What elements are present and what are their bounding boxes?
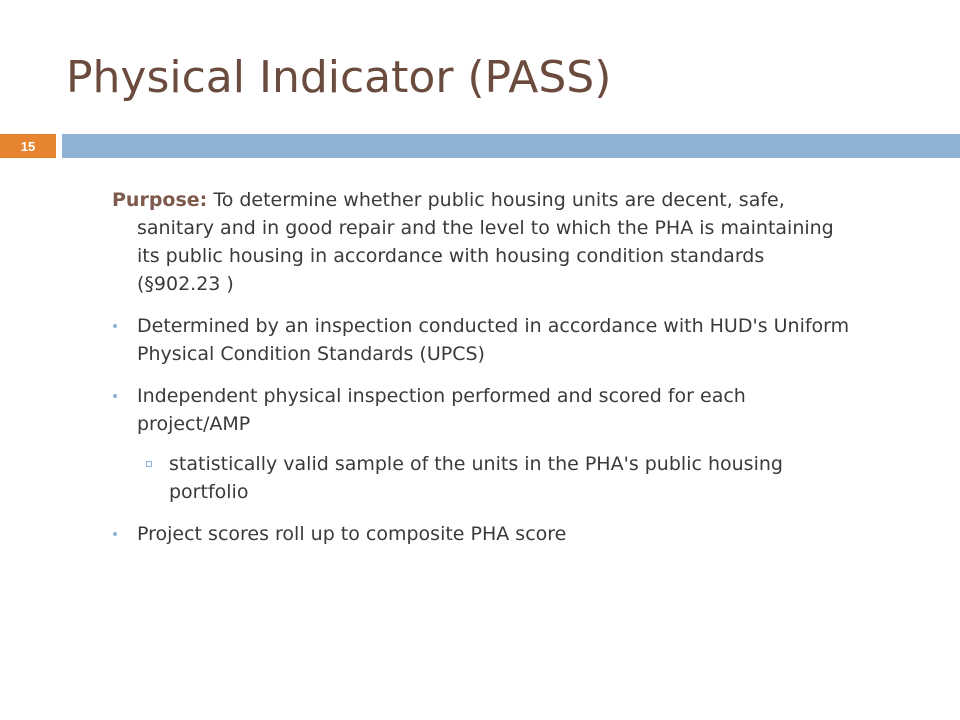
purpose-paragraph [112,186,852,298]
bullet-text: Determined by an inspection conducted in accordance with HUD's Uniform Physical Condition Standards (UPCS) [137,315,850,365]
bullet-text: Independent physical inspection performed and scored for each project/AMP [137,385,746,435]
bullet-text: Project scores roll up to composite PHA score [137,523,567,545]
slide-body [112,186,852,562]
bullet-item [112,520,852,548]
bullet-item [112,382,852,438]
page-number-badge [0,134,56,158]
title-divider-bar [62,134,960,158]
slide-title: Physical Indicator (PASS) [66,52,612,103]
purpose-label: Purpose: [112,189,208,211]
sub-bullet-text: statistically valid sample of the units in the PHA's public housing portfolio [169,453,783,503]
purpose-text: To determine whether public housing units are decent, safe, sanitary and in good repair and the level to which the PHA is maintaining its public housing in accordance with housing condition standards (§902.23 ) [137,189,834,295]
sub-bullet-item [112,450,852,506]
bullet-dot-icon [113,532,117,536]
bullet-dot-icon [113,394,117,398]
page-number: 15 [20,138,36,154]
bullet-item [112,312,852,368]
bullet-dot-icon [113,324,117,328]
sub-bullet-square-icon [146,461,152,467]
